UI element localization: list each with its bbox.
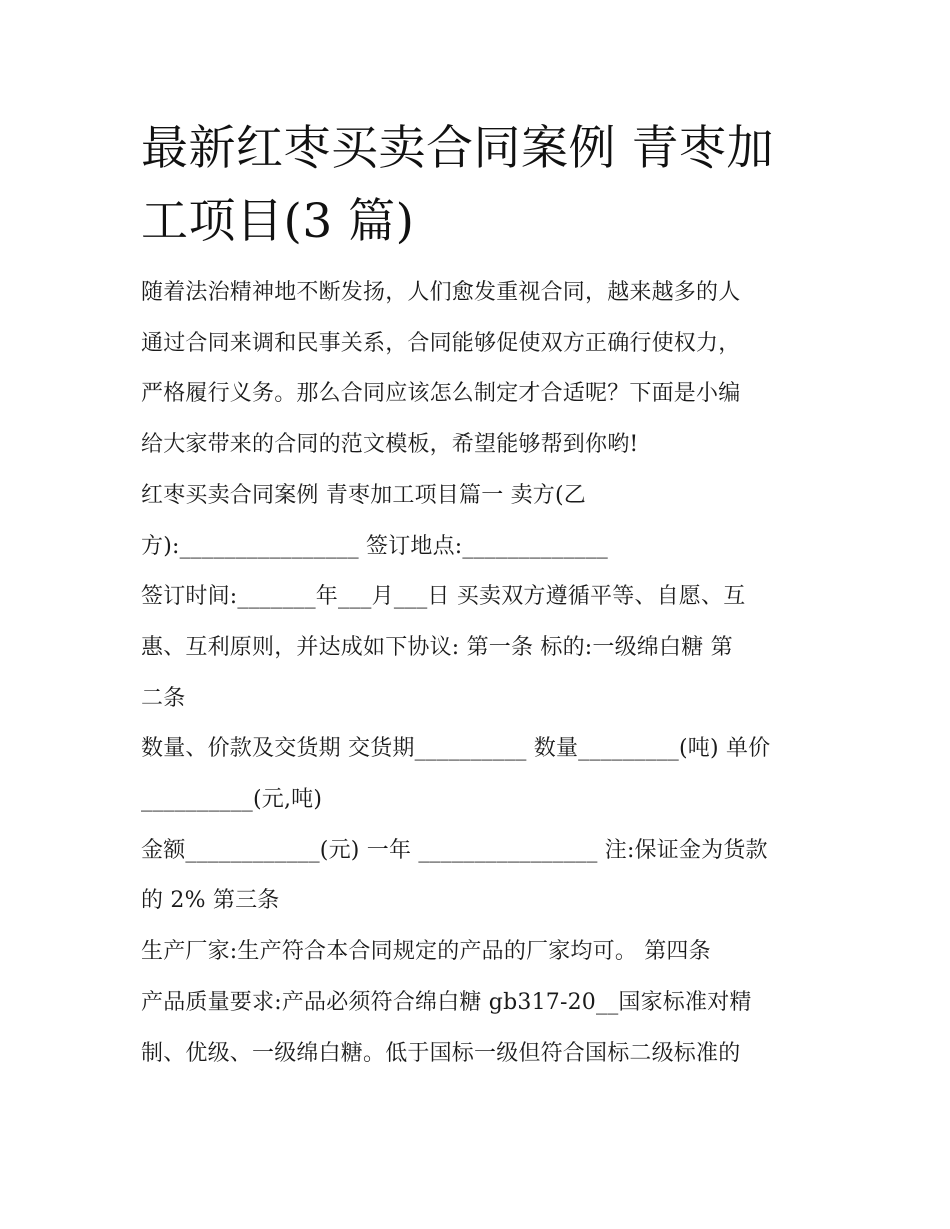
document-title [141, 112, 821, 258]
body-line-15: 产品质量要求:产品必须符合绵白糖 gb317-20__国家标准对精 [141, 989, 752, 1015]
body-line-16: 制、优级、一级绵白糖。低于国标一级但符合国标二级标准的 [141, 1040, 741, 1066]
title-line-1: 最新红枣买卖合同案例 青枣加 [141, 121, 774, 176]
body-line-9: 二条 [141, 685, 186, 711]
body-line-14: 生产厂家:生产符合本合同规定的产品的厂家均可。 第四条 [141, 939, 711, 965]
title-line-2: 工项目(3 篇) [141, 194, 415, 249]
body-line-12: 金额____________(元) 一年 ________________ 注:保证金为货款 [141, 837, 768, 863]
body-line-8: 惠、互利原则，并达成如下协议: 第一条 标的:一级绵白糖 第 [141, 634, 733, 660]
body-line-5: 红枣买卖合同案例 青枣加工项目篇一 卖方(乙 [141, 482, 586, 508]
body-line-6: 方):________________ 签订地点:_____________ [141, 533, 609, 559]
body-line-10: 数量、价款及交货期 交货期__________ 数量_________(吨) 单价 [141, 736, 771, 762]
body-line-2: 通过合同来调和民事关系，合同能够促使双方正确行使权力， [141, 330, 741, 356]
body-line-3: 严格履行义务。那么合同应该怎么制定才合适呢？下面是小编 [141, 381, 741, 407]
document-body [141, 268, 821, 1079]
body-line-11: __________(元,吨) [141, 787, 323, 813]
body-line-1: 随着法治精神地不断发扬，人们愈发重视合同，越来越多的人 [141, 280, 741, 305]
body-line-7: 签订时间:_______年___月___日 买卖双方遵循平等、自愿、互 [141, 584, 746, 610]
body-line-13: 的 2% 第三条 [141, 888, 280, 914]
document-page [141, 112, 821, 1079]
body-line-4: 给大家带来的合同的范文模板，希望能够帮到你哟! [141, 432, 639, 458]
